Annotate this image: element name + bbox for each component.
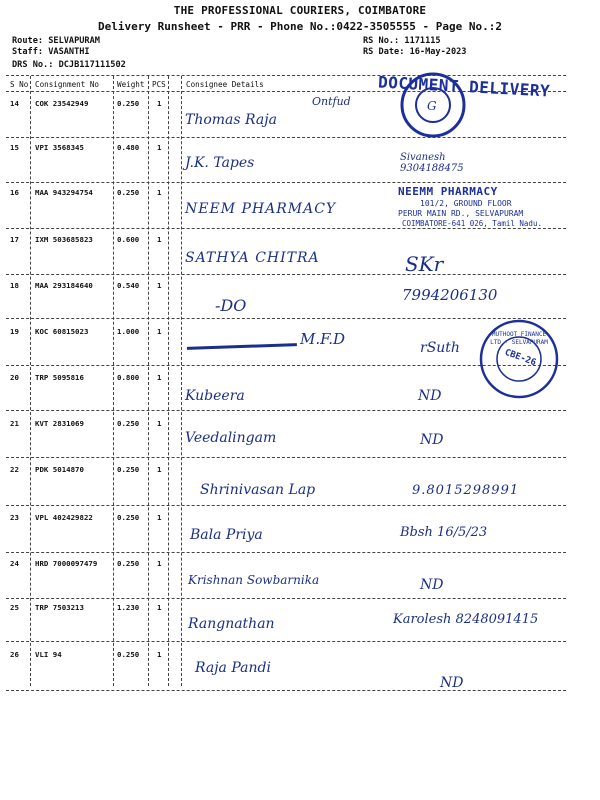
row-consignee: Veedalingam	[185, 430, 277, 446]
row-pcs: 1	[157, 99, 162, 108]
row-sno: 24	[10, 559, 19, 568]
rs-number: RS No.: 1171115	[363, 36, 441, 46]
runsheet-subtitle: Delivery Runsheet - PRR - Phone No.:0422-3505555 - Page No.:2	[98, 20, 502, 33]
row-consignee: Rangnathan	[188, 616, 275, 632]
row-consignment: IXM 503685823	[35, 235, 93, 244]
row-weight: 0.540	[117, 281, 140, 290]
row-rule	[6, 274, 566, 275]
pharmacy-stamp-addr2: PERUR MAIN RD., SELVAPURAM	[398, 209, 524, 218]
row-consignee: Shrinivasan Lap	[200, 482, 316, 498]
row-consignment: PDK 5014870	[35, 465, 84, 474]
row-consignee: Raja Pandi	[195, 660, 271, 676]
document-delivery-label: DOCUMENT DELIVERY	[377, 72, 551, 101]
row-sno: 23	[10, 513, 19, 522]
row-signature: Sivanesh 9304188475	[400, 152, 464, 174]
row-sno: 21	[10, 419, 19, 428]
row-sno: 16	[10, 188, 19, 197]
svg-text:G: G	[427, 99, 437, 113]
row-consignment: HRD 7000097479	[35, 559, 98, 568]
row-consignment: COK 23542949	[35, 99, 89, 108]
row-pcs: 1	[157, 419, 162, 428]
row-consignment: MAA 943294754	[35, 188, 93, 197]
row-consignee: Thomas Raja	[185, 112, 277, 128]
col-divider	[30, 76, 31, 686]
finance-stamp-code: CBE-26	[503, 347, 538, 369]
row-pcs: 1	[157, 327, 162, 336]
row-consignee: Kubeera	[185, 388, 245, 404]
row-sno: 22	[10, 465, 19, 474]
row-signature: Karolesh 8248091415	[393, 612, 539, 627]
row-pcs: 1	[157, 559, 162, 568]
row-sno: 14	[10, 99, 19, 108]
row-weight: 0.250	[117, 559, 140, 568]
row-weight: 0.250	[117, 188, 140, 197]
row-weight: 1.230	[117, 603, 140, 612]
row-weight: 0.250	[117, 650, 140, 659]
row-consignee: NEEM PHARMACY	[185, 201, 337, 217]
row-consignee: Bala Priya	[190, 527, 263, 543]
pharmacy-stamp-name: NEEMM PHARMACY	[398, 185, 498, 198]
row-pcs: 1	[157, 143, 162, 152]
row-weight: 0.250	[117, 99, 140, 108]
row-pcs: 1	[157, 603, 162, 612]
row-rule	[6, 457, 566, 458]
row-signature: ND	[440, 675, 464, 691]
row-rule	[6, 410, 566, 411]
row-consignee: SATHYA CHITRA	[185, 250, 320, 266]
row-weight: 0.250	[117, 465, 140, 474]
rs-date: RS Date: 16-May-2023	[363, 47, 467, 57]
col-divider	[168, 76, 169, 686]
row-consignment: KVT 2831069	[35, 419, 84, 428]
row-signature: Bbsh 16/5/23	[400, 525, 488, 540]
row-signature: 9.8015298991	[412, 483, 520, 498]
row-weight: 1.000	[117, 327, 140, 336]
row-sno: 15	[10, 143, 19, 152]
row-rule	[6, 641, 566, 642]
row-rule	[6, 182, 566, 183]
row-sno: 25	[10, 603, 19, 612]
row-rule	[6, 552, 566, 553]
row-weight: 0.250	[117, 513, 140, 522]
row-consignee: M.F.D	[300, 330, 345, 348]
row-sno: 19	[10, 327, 19, 336]
route-label: Route: SELVAPURAM	[12, 36, 100, 46]
col-divider	[148, 76, 149, 686]
pharmacy-stamp-addr3: COIMBATORE-641 026, Tamil Nadu.	[402, 219, 542, 228]
finance-stamp-ring-text: MUTHOOT FINANCE LTD · SELVAPURAM	[490, 331, 548, 346]
row-rule	[6, 505, 566, 506]
row-rule	[6, 690, 566, 691]
row-rule	[6, 228, 566, 229]
row-consignee: Krishnan Sowbarnika	[188, 573, 320, 587]
row-pcs: 1	[157, 650, 162, 659]
row-signature: ND	[420, 577, 444, 593]
row-weight: 0.600	[117, 235, 140, 244]
row-consignment: VLI 94	[35, 650, 62, 659]
row-weight: 0.250	[117, 419, 140, 428]
row-pcs: 1	[157, 373, 162, 382]
header-top-rule	[6, 75, 566, 76]
row-sno: 26	[10, 650, 19, 659]
row-consignment: VPL 402429822	[35, 513, 93, 522]
row-consignment: TRP 5095816	[35, 373, 84, 382]
row-consignee: J.K. Tapes	[185, 155, 255, 171]
runsheet-company-title: THE PROFESSIONAL COURIERS, COIMBATORE	[173, 4, 427, 17]
col-header-pcs: PCS	[152, 80, 166, 89]
row-consignment: KOC 60815023	[35, 327, 89, 336]
row-sno: 17	[10, 235, 19, 244]
row-rule	[6, 137, 566, 138]
row-pcs: 1	[157, 188, 162, 197]
col-divider	[181, 76, 182, 686]
staff-label: Staff: VASANTHI	[12, 47, 90, 57]
row-pcs: 1	[157, 513, 162, 522]
row-weight: 0.480	[117, 143, 140, 152]
pharmacy-stamp-addr1: 101/2, GROUND FLOOR	[420, 199, 512, 208]
row-pcs: 1	[157, 235, 162, 244]
row-consignment: TRP 7503213	[35, 603, 84, 612]
row-signature: ND	[420, 432, 444, 448]
row-signature: rSuth	[420, 340, 460, 356]
row-pcs: 1	[157, 281, 162, 290]
row-consignment: VPI 3568345	[35, 143, 84, 152]
row-consignee: -DO	[215, 296, 247, 315]
col-divider	[113, 76, 114, 686]
row-rule	[6, 598, 566, 599]
row-weight: 0.800	[117, 373, 140, 382]
row-signature: Ontfud	[312, 95, 351, 108]
strike-out-scribble	[187, 343, 297, 356]
row-signature: SKr	[405, 252, 444, 276]
row-sno: 20	[10, 373, 19, 382]
drs-number: DRS No.: DCJB117111502	[12, 60, 126, 70]
row-signature: ND	[418, 388, 442, 404]
col-header-sno: S No	[10, 80, 29, 89]
row-consignment: MAA 293184640	[35, 281, 93, 290]
col-header-weight: Weight	[117, 80, 145, 89]
row-sno: 18	[10, 281, 19, 290]
row-signature: 7994206130	[402, 286, 498, 304]
col-header-consignee: Consignee Details	[186, 80, 264, 89]
row-pcs: 1	[157, 465, 162, 474]
col-header-consignment: Consignment No	[35, 80, 100, 89]
